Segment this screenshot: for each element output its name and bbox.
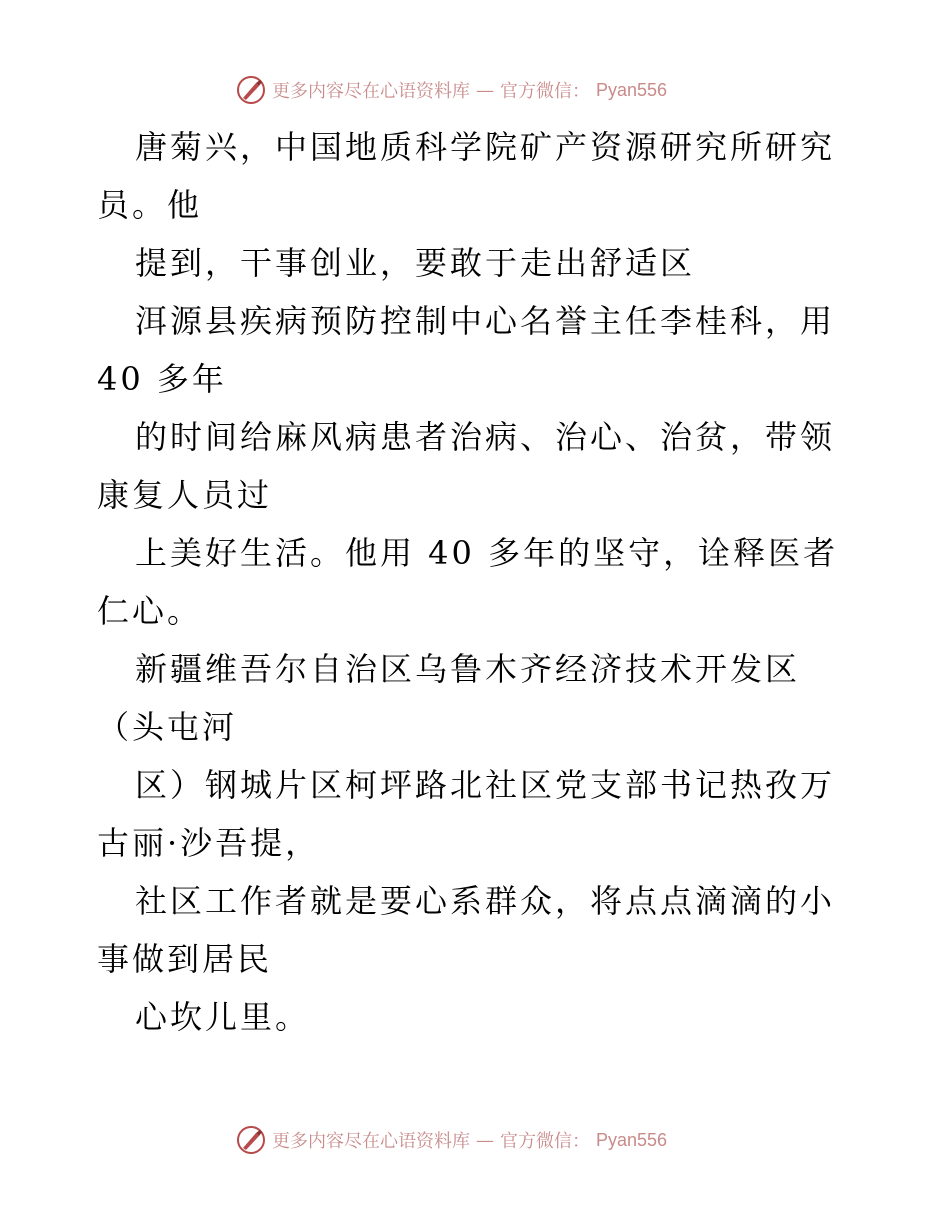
watermark-official-label: 官方微信： [500, 81, 590, 102]
paragraph: 提到，干事创业，要敢于走出舒适区 [135, 244, 696, 282]
header-watermark [236, 73, 667, 107]
watermark-separator: — [476, 1129, 494, 1151]
paragraph: 区）钢城片区柯坪路北社区党支部书记热孜万古丽·沙吾提， [97, 766, 836, 862]
watermark-site-text: 更多内容尽在心语资料库 [272, 81, 470, 102]
paragraph: 洱源县疾病预防控制中心名誉主任李桂科，用 40 多年 [97, 302, 836, 398]
watermark-separator: — [476, 79, 494, 101]
pen-logo-icon [236, 75, 266, 105]
watermark-site-text: 更多内容尽在心语资料库 [272, 1131, 470, 1152]
footer-watermark [236, 1123, 667, 1157]
document-body [97, 118, 857, 1046]
paragraph: 社区工作者就是要心系群众，将点点滴滴的小事做到居民 [97, 882, 836, 978]
watermark-official-label: 官方微信： [500, 1131, 590, 1152]
paragraph: 唐菊兴，中国地质科学院矿产资源研究所研究员。他 [97, 128, 836, 224]
paragraph: 心坎儿里。 [135, 998, 311, 1036]
watermark-wechat-id: Pyan556 [596, 1129, 668, 1150]
paragraph: 新疆维吾尔自治区乌鲁木齐经济技术开发区（头屯河 [97, 650, 801, 746]
paragraph: 上美好生活。他用 40 多年的坚守，诠释医者仁心。 [97, 534, 839, 630]
watermark-wechat-id: Pyan556 [596, 79, 668, 100]
pen-logo-icon [236, 1125, 266, 1155]
paragraph: 的时间给麻风病患者治病、治心、治贫，带领康复人员过 [97, 418, 836, 514]
